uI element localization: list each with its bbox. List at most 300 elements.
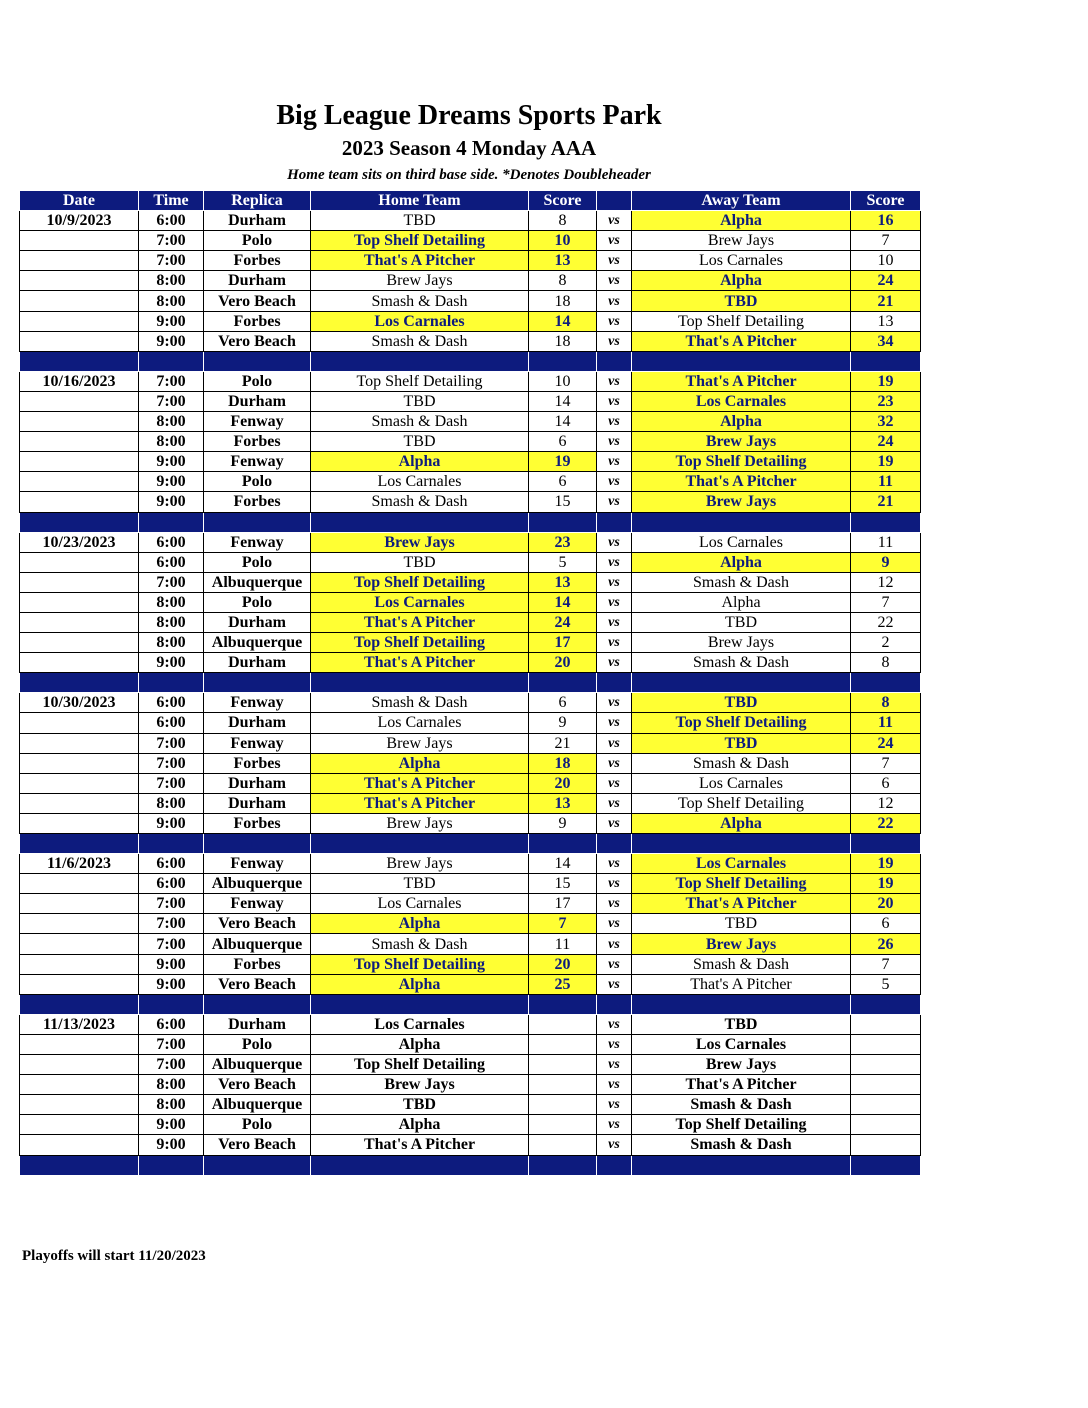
home-score: 24 [529,612,597,632]
game-time: 8:00 [139,592,204,612]
home-team: Alpha [311,753,529,773]
vs-label: vs [597,653,632,673]
game-field: Albuquerque [204,572,311,592]
game-row [20,311,921,331]
game-field: Vero Beach [204,331,311,351]
home-score [529,1014,597,1034]
separator-cell [139,834,204,854]
away-team: Los Carnales [632,854,851,874]
game-row [20,291,921,311]
home-score: 14 [529,391,597,411]
game-time: 8:00 [139,1075,204,1095]
game-field: Polo [204,371,311,391]
away-score: 7 [851,954,921,974]
game-row [20,713,921,733]
away-team: TBD [632,612,851,632]
away-team: Top Shelf Detailing [632,713,851,733]
away-team: TBD [632,291,851,311]
away-team: Brew Jays [632,231,851,251]
separator-cell [632,1155,851,1175]
home-score: 14 [529,592,597,612]
col-replica: Replica [204,191,311,211]
vs-label: vs [597,432,632,452]
separator-cell [139,1155,204,1175]
game-date [20,793,139,813]
game-row [20,1075,921,1095]
game-date: 10/9/2023 [20,211,139,231]
home-score: 13 [529,572,597,592]
game-field: Polo [204,552,311,572]
game-date [20,271,139,291]
game-time: 7:00 [139,894,204,914]
separator-cell [311,512,529,532]
home-score: 19 [529,452,597,472]
home-team: Brew Jays [311,532,529,552]
away-score: 24 [851,733,921,753]
game-date [20,653,139,673]
away-score [851,1014,921,1034]
game-date: 10/23/2023 [20,532,139,552]
away-score: 5 [851,974,921,994]
game-field: Durham [204,391,311,411]
away-team: That's A Pitcher [632,331,851,351]
game-field: Polo [204,1115,311,1135]
game-row [20,271,921,291]
away-score [851,1034,921,1054]
game-date [20,612,139,632]
col-time: Time [139,191,204,211]
game-date [20,472,139,492]
game-field: Fenway [204,854,311,874]
away-team: Brew Jays [632,1055,851,1075]
vs-label: vs [597,271,632,291]
home-team: Smash & Dash [311,291,529,311]
game-field: Albuquerque [204,1095,311,1115]
game-date: 11/6/2023 [20,854,139,874]
game-date [20,1034,139,1054]
away-score: 12 [851,572,921,592]
home-score [529,1034,597,1054]
col-home-team: Home Team [311,191,529,211]
game-date [20,452,139,472]
separator-cell [851,351,921,371]
separator-cell [204,1155,311,1175]
game-field: Forbes [204,954,311,974]
game-date [20,291,139,311]
away-team: Top Shelf Detailing [632,1115,851,1135]
away-score: 10 [851,251,921,271]
home-team: Smash & Dash [311,492,529,512]
away-score: 19 [851,874,921,894]
game-time: 9:00 [139,311,204,331]
separator-cell [204,512,311,532]
game-date [20,1095,139,1115]
separator-cell [20,512,139,532]
game-date [20,773,139,793]
game-row [20,211,921,231]
home-team: Top Shelf Detailing [311,371,529,391]
game-row [20,974,921,994]
separator-cell [529,512,597,532]
game-row [20,894,921,914]
away-score: 32 [851,412,921,432]
away-team: Los Carnales [632,773,851,793]
game-date [20,813,139,833]
separator-cell [139,512,204,532]
away-team: Los Carnales [632,532,851,552]
home-score: 13 [529,251,597,271]
away-score: 34 [851,331,921,351]
away-team: TBD [632,733,851,753]
home-score: 23 [529,532,597,552]
away-score: 7 [851,592,921,612]
week-separator [20,673,921,693]
separator-cell [597,512,632,532]
separator-cell [632,994,851,1014]
home-team: Los Carnales [311,592,529,612]
separator-cell [597,834,632,854]
game-field: Fenway [204,693,311,713]
home-score: 14 [529,311,597,331]
home-team: Brew Jays [311,1075,529,1095]
away-team: That's A Pitcher [632,371,851,391]
vs-label: vs [597,934,632,954]
game-time: 7:00 [139,371,204,391]
game-date [20,874,139,894]
home-team: Los Carnales [311,311,529,331]
away-team: Los Carnales [632,1034,851,1054]
game-date: 11/13/2023 [20,1014,139,1034]
week-separator [20,834,921,854]
vs-label: vs [597,633,632,653]
game-date [20,391,139,411]
home-score: 21 [529,733,597,753]
game-time: 6:00 [139,532,204,552]
game-time: 9:00 [139,1115,204,1135]
game-row [20,231,921,251]
game-row [20,371,921,391]
game-time: 9:00 [139,974,204,994]
away-team: Brew Jays [632,492,851,512]
col-vs [597,191,632,211]
game-time: 7:00 [139,914,204,934]
away-score: 9 [851,552,921,572]
home-score: 17 [529,633,597,653]
away-score: 24 [851,271,921,291]
game-date [20,412,139,432]
game-date [20,552,139,572]
game-field: Vero Beach [204,974,311,994]
game-field: Fenway [204,894,311,914]
away-score: 19 [851,452,921,472]
game-time: 9:00 [139,1135,204,1155]
away-team: Smash & Dash [632,1135,851,1155]
home-team: Alpha [311,974,529,994]
game-time: 7:00 [139,231,204,251]
game-time: 8:00 [139,291,204,311]
away-team: That's A Pitcher [632,1075,851,1095]
game-row [20,612,921,632]
game-date [20,1055,139,1075]
vs-label: vs [597,753,632,773]
away-team: TBD [632,693,851,713]
home-score: 13 [529,793,597,813]
game-date: 10/30/2023 [20,693,139,713]
vs-label: vs [597,914,632,934]
week-separator [20,351,921,371]
vs-label: vs [597,452,632,472]
away-score: 11 [851,532,921,552]
home-team: That's A Pitcher [311,251,529,271]
game-field: Polo [204,592,311,612]
home-score: 10 [529,371,597,391]
separator-cell [311,351,529,371]
game-row [20,874,921,894]
away-team: Top Shelf Detailing [632,452,851,472]
vs-label: vs [597,1075,632,1095]
game-time: 6:00 [139,693,204,713]
away-score [851,1075,921,1095]
separator-cell [204,834,311,854]
away-team: Brew Jays [632,934,851,954]
home-team: Top Shelf Detailing [311,1055,529,1075]
game-field: Forbes [204,492,311,512]
home-team: Los Carnales [311,472,529,492]
vs-label: vs [597,773,632,793]
game-field: Polo [204,472,311,492]
away-team: Smash & Dash [632,954,851,974]
game-field: Vero Beach [204,914,311,934]
game-field: Polo [204,231,311,251]
away-team: Alpha [632,592,851,612]
game-field: Albuquerque [204,934,311,954]
away-team: Smash & Dash [632,653,851,673]
vs-label: vs [597,391,632,411]
home-team: Top Shelf Detailing [311,633,529,653]
game-row [20,793,921,813]
vs-label: vs [597,472,632,492]
separator-cell [529,1155,597,1175]
home-team: Smash & Dash [311,934,529,954]
away-team: That's A Pitcher [632,974,851,994]
game-row [20,1135,921,1155]
separator-cell [139,994,204,1014]
vs-label: vs [597,552,632,572]
separator-cell [529,673,597,693]
game-field: Forbes [204,753,311,773]
vs-label: vs [597,813,632,833]
separator-cell [529,994,597,1014]
home-team: TBD [311,1095,529,1115]
game-row [20,633,921,653]
home-score: 20 [529,954,597,974]
home-team: TBD [311,552,529,572]
vs-label: vs [597,894,632,914]
game-field: Forbes [204,813,311,833]
separator-cell [851,512,921,532]
col-away-team: Away Team [632,191,851,211]
game-row [20,592,921,612]
week-separator [20,512,921,532]
away-score [851,1055,921,1075]
home-score: 18 [529,291,597,311]
away-score: 22 [851,813,921,833]
game-row [20,472,921,492]
home-score: 6 [529,472,597,492]
game-field: Albuquerque [204,874,311,894]
game-date [20,231,139,251]
away-team: Top Shelf Detailing [632,311,851,331]
vs-label: vs [597,1095,632,1115]
separator-cell [311,994,529,1014]
game-row [20,1034,921,1054]
game-row [20,532,921,552]
vs-label: vs [597,733,632,753]
vs-label: vs [597,974,632,994]
home-team: That's A Pitcher [311,653,529,673]
separator-cell [20,673,139,693]
home-team: Alpha [311,914,529,934]
game-field: Durham [204,793,311,813]
game-date [20,251,139,271]
game-row [20,251,921,271]
game-row [20,1095,921,1115]
away-score: 6 [851,773,921,793]
game-field: Vero Beach [204,1135,311,1155]
vs-label: vs [597,1014,632,1034]
away-score: 19 [851,371,921,391]
home-team: Smash & Dash [311,331,529,351]
separator-cell [851,673,921,693]
game-time: 7:00 [139,572,204,592]
game-row [20,492,921,512]
game-date [20,713,139,733]
home-score: 8 [529,211,597,231]
game-date [20,894,139,914]
separator-cell [632,351,851,371]
game-time: 9:00 [139,813,204,833]
week-separator [20,994,921,1014]
home-score [529,1115,597,1135]
separator-cell [597,994,632,1014]
away-score: 19 [851,854,921,874]
game-row [20,1014,921,1034]
away-score [851,1095,921,1115]
away-score: 12 [851,793,921,813]
home-team: That's A Pitcher [311,1135,529,1155]
separator-cell [851,834,921,854]
home-team: Alpha [311,1115,529,1135]
home-score: 6 [529,693,597,713]
home-score: 5 [529,552,597,572]
home-score [529,1135,597,1155]
separator-cell [529,351,597,371]
game-time: 7:00 [139,251,204,271]
home-score: 20 [529,773,597,793]
separator-cell [20,834,139,854]
away-score: 13 [851,311,921,331]
away-team: Brew Jays [632,432,851,452]
game-field: Durham [204,713,311,733]
away-score: 2 [851,633,921,653]
home-team: Brew Jays [311,813,529,833]
page-title: Big League Dreams Sports Park [276,100,662,131]
game-field: Durham [204,773,311,793]
away-team: TBD [632,914,851,934]
vs-label: vs [597,492,632,512]
game-row [20,653,921,673]
header-row [20,191,921,211]
separator-cell [204,351,311,371]
game-row [20,813,921,833]
home-team: TBD [311,432,529,452]
away-team: Alpha [632,412,851,432]
home-score: 20 [529,653,597,673]
vs-label: vs [597,331,632,351]
home-score: 9 [529,813,597,833]
game-row [20,412,921,432]
home-score: 18 [529,331,597,351]
home-team: That's A Pitcher [311,793,529,813]
game-time: 9:00 [139,653,204,673]
home-team: Los Carnales [311,894,529,914]
away-team: TBD [632,1014,851,1034]
home-score [529,1075,597,1095]
home-score: 8 [529,271,597,291]
separator-cell [632,673,851,693]
game-time: 6:00 [139,854,204,874]
game-time: 8:00 [139,793,204,813]
game-date [20,753,139,773]
vs-label: vs [597,954,632,974]
schedule-body [20,211,921,1176]
away-team: Alpha [632,552,851,572]
vs-label: vs [597,231,632,251]
home-score: 7 [529,914,597,934]
away-team: Alpha [632,813,851,833]
home-team: Brew Jays [311,733,529,753]
home-team: Alpha [311,452,529,472]
home-score: 9 [529,713,597,733]
home-team: Top Shelf Detailing [311,572,529,592]
game-date [20,1115,139,1135]
game-time: 6:00 [139,1014,204,1034]
game-time: 9:00 [139,472,204,492]
separator-cell [851,994,921,1014]
week-separator [20,1155,921,1175]
away-score: 7 [851,231,921,251]
separator-cell [597,351,632,371]
away-team: Alpha [632,211,851,231]
vs-label: vs [597,1135,632,1155]
game-field: Fenway [204,452,311,472]
game-time: 8:00 [139,412,204,432]
game-time: 7:00 [139,1055,204,1075]
game-time: 6:00 [139,874,204,894]
game-time: 6:00 [139,552,204,572]
game-field: Fenway [204,412,311,432]
vs-label: vs [597,592,632,612]
away-score: 8 [851,653,921,673]
vs-label: vs [597,311,632,331]
game-time: 8:00 [139,633,204,653]
away-team: Smash & Dash [632,1095,851,1115]
vs-label: vs [597,854,632,874]
separator-cell [597,1155,632,1175]
game-field: Vero Beach [204,1075,311,1095]
separator-cell [529,834,597,854]
game-time: 8:00 [139,1095,204,1115]
